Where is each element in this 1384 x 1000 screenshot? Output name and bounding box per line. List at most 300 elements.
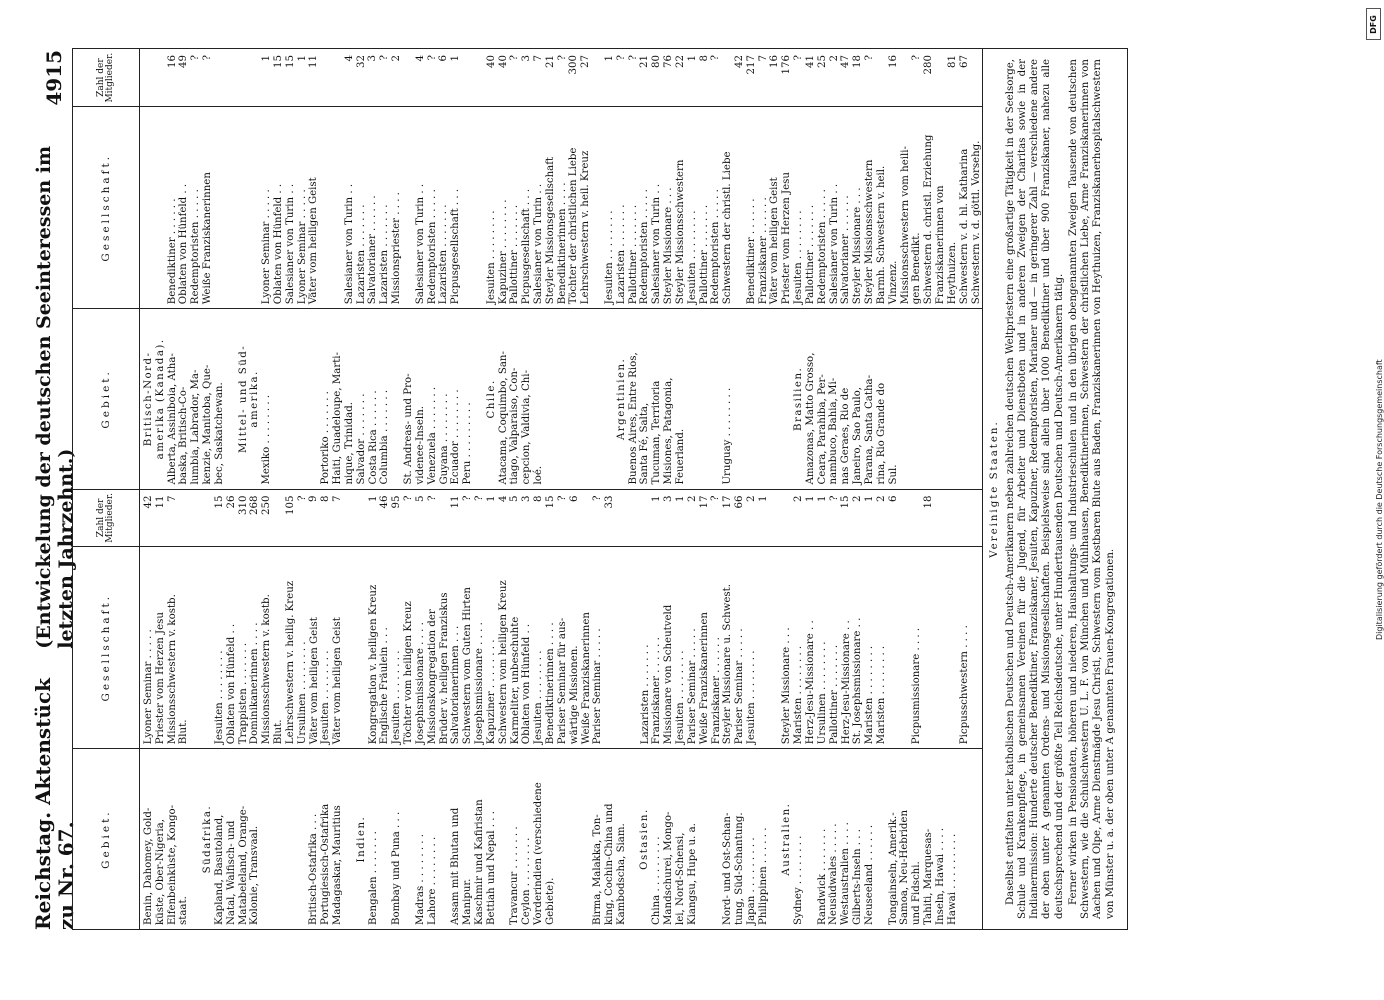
table-line: Feuerland. <box>674 428 686 485</box>
table-line: Nord- und Ost-Schan- <box>722 812 734 925</box>
table-line: Buenos Aires, Entre Rios, <box>627 352 639 485</box>
table-line: Chile. <box>485 379 497 419</box>
table-line <box>734 111 746 304</box>
table-line: Lazaristen . . . . . . . <box>639 644 651 745</box>
table-line <box>580 753 592 925</box>
table-line: 7 <box>332 495 344 503</box>
table-line <box>628 496 640 543</box>
table-line: Redemptoristen . . . . . <box>639 189 651 305</box>
table-line: Missionsschwestern v. kostb. <box>166 594 178 745</box>
table-line: rina, Rio Grande do <box>875 382 887 485</box>
page-number: 4915 <box>42 50 67 106</box>
table-line: amerika. <box>249 370 261 428</box>
table-line: ? <box>509 55 521 61</box>
table-line: Matabeleland, Orange- <box>237 805 249 925</box>
table-line <box>911 496 923 543</box>
table-line <box>769 753 781 925</box>
table-line: 9 <box>308 495 320 503</box>
table-line: 7 <box>166 495 178 503</box>
table-line: 2 <box>745 495 757 503</box>
table-line: Kambodscha, Siam. <box>615 823 627 925</box>
table-line: 1 <box>450 55 462 62</box>
table-line: 46 <box>379 495 391 509</box>
table-line <box>462 55 474 102</box>
table-line: Kapuziner . . . . . . . . <box>497 199 509 305</box>
table-line <box>746 313 758 484</box>
table-line: Franziskaner . . . . . . <box>757 197 769 305</box>
table-line: Salesianer von Turin . . <box>651 183 663 305</box>
table-line: 1 <box>485 495 497 503</box>
table-line: Töchter vom heiligen Kreuz <box>403 601 415 745</box>
table-line: 268 <box>249 495 261 515</box>
table-line: Lazaristen . . . . . . . <box>615 204 627 305</box>
table-line: 15 <box>840 495 852 509</box>
table-line <box>391 313 403 484</box>
table-line: ? <box>202 55 214 61</box>
table-line: ? <box>710 495 722 501</box>
table-line <box>734 313 746 484</box>
table-line: Missionsschwestern v. kostb. <box>261 594 273 745</box>
table-line: Mandschurei, Mongo- <box>663 811 674 925</box>
table-line <box>273 313 285 484</box>
table-line: 16 <box>166 55 178 68</box>
table-line: Neuseeland . . . . . . <box>863 824 875 925</box>
table-line <box>959 496 971 543</box>
table-line: 22 <box>674 55 686 68</box>
dfg-logo-text: DFG <box>1369 14 1379 34</box>
table-line: 4 <box>343 55 355 62</box>
table-line: 81 <box>946 55 958 68</box>
table-line <box>935 551 947 744</box>
table-line: Elfenbeinküste, Kongo- <box>166 804 178 925</box>
table-line: 11 <box>450 495 462 509</box>
table-line: 27 <box>580 55 592 68</box>
table-line <box>628 753 640 925</box>
table-line <box>710 753 722 925</box>
table-line: Jesuiten . . . . . . . . <box>391 650 403 745</box>
table-line: Jesuiten . . . . . . . . <box>746 650 758 745</box>
table-line: Picpusgesellschaft . . . <box>450 188 462 305</box>
table-line <box>379 753 391 925</box>
table-line: Heythuizen. <box>946 241 958 305</box>
table-line <box>805 753 817 925</box>
table-line: ? <box>828 495 840 501</box>
table-line <box>155 55 167 102</box>
table-line: 105 <box>284 495 296 515</box>
table-line: 40 <box>485 55 497 68</box>
table-line: Kaschmir und Kafiristan <box>473 799 485 925</box>
table-line <box>770 551 782 744</box>
table-line <box>592 313 604 484</box>
table-line: nas Geraes, Rio de <box>840 387 852 485</box>
table-line <box>722 55 734 102</box>
table-line: Randwick . . . . . . . <box>816 828 828 925</box>
table-line <box>781 313 793 484</box>
table-line: 1 <box>651 495 663 503</box>
table-line: Kiangsu, Hupe u. a. <box>686 823 698 925</box>
table-line <box>332 55 344 102</box>
table-line <box>155 111 167 304</box>
table-line: 2 <box>828 55 840 62</box>
table-line: ? <box>403 495 415 501</box>
table-line <box>604 551 616 744</box>
table-line: Pariser Seminar . . . . . <box>592 628 604 745</box>
table-line: Inseln, Hawai . . . . <box>934 827 946 925</box>
table-line: lei, Nord-Schensi, <box>674 832 686 925</box>
table-line: Maristen . . . . . . . . <box>793 645 805 745</box>
table-line: Maristen . . . . . . . . <box>864 645 876 745</box>
table-line: Travancur . . . . . . . <box>509 826 521 925</box>
table-line: 42 <box>734 55 745 68</box>
table-line: ? <box>556 495 568 501</box>
notes-title: Vereinigte Staaten. <box>989 420 1001 558</box>
table-line: Dominikanerinnen . . . . <box>249 622 261 745</box>
table-line <box>687 313 699 484</box>
table-line <box>297 753 309 925</box>
table-line: Schwestern v. d. göttl. Vorsehg. <box>970 140 982 305</box>
table-line: Weiße Franziskanerinnen <box>202 172 214 305</box>
table-line: ? <box>592 495 604 501</box>
table-line: Ostasien. <box>639 808 651 870</box>
table-line: 5 <box>509 495 521 503</box>
table-line: tiago, Valparaiso, Con- <box>509 367 521 485</box>
table-line: Salvatorianerinnen . . . <box>450 625 462 745</box>
table-line: Lehrschwestern v. heilig. Kreuz <box>284 580 296 745</box>
table-line: 2 <box>793 495 805 503</box>
table-line <box>249 111 261 304</box>
table-line <box>698 753 710 925</box>
table-line: 2 <box>391 55 403 62</box>
table-line: Schwestern d. christl. Erziehung <box>923 134 935 305</box>
table-line: 1 <box>864 495 876 503</box>
table-line <box>592 55 604 102</box>
table-line <box>639 496 651 543</box>
table-line <box>178 496 190 543</box>
table-line: Gilberts-Inseln . . . <box>852 829 864 925</box>
table-line: Steyler Missionsschwestern <box>674 159 686 305</box>
table-frame <box>72 48 1128 930</box>
table-line: king, Cochin-China und <box>603 803 615 925</box>
table-line: Benediktinerinnen . . . . <box>545 622 557 745</box>
table-line: 2 <box>686 495 698 503</box>
table-line <box>344 753 356 925</box>
table-line <box>403 55 415 102</box>
table-line: Gebiete). <box>544 877 556 925</box>
table-line <box>947 496 959 543</box>
missions-table <box>73 49 982 929</box>
notes-section <box>982 49 1126 929</box>
table-line <box>356 496 368 543</box>
table-line: Lazaristen . . . . . . . <box>355 204 367 305</box>
table-line: Missionsschwestern vom heili- <box>899 146 911 305</box>
table-line: Janeiro, Sao Paulo, <box>852 386 864 485</box>
table-line <box>190 753 202 925</box>
table-line: 300 <box>568 55 580 75</box>
table-line: Benediktiner . . . . . . <box>166 198 178 305</box>
table-line: Franziskanerinnen von <box>935 185 947 305</box>
table-line: Haiti, Guadeloupe, Marti- <box>332 352 344 485</box>
table-line: Kongregation v. heiligen Kreuz <box>367 584 379 745</box>
table-line <box>320 55 332 102</box>
table-line <box>604 313 616 484</box>
notes-paragraph-2: Ferner wirken in Pensionaten, höheren und niederen, Haushaltungs- und Industrieschulen und in den übrigen obengenannten Zweigen Tausende von deutschen Schwestern, wie die Schulschwestern U. L. F. von München und Mühlhausen, Benediktinerinnen, Schwestern der christlichen Liebe, Arme Franziskanerinnen von Aachen und Olpe, Arme Dienstmägde Jesu Christi, Schwestern vom Kostbaren Blute aus Baden, Franziskanerinnen von Heythuizen, Franziskanerhospitalschwestern von Münster u. a. der oben unter A genannten Frauen-Kongregationen. <box>1067 59 1116 919</box>
table-line: 7 <box>532 55 544 62</box>
table-line: Väter vom heiligen Geist <box>308 177 320 305</box>
table-line: 1 <box>816 495 828 503</box>
table-line: Benediktiner . . . . . . <box>745 198 757 305</box>
table-line <box>356 551 368 744</box>
table-line: Josephsmissionare . . . . <box>474 622 486 745</box>
table-line: Tahiti, Marquesas- <box>923 828 935 925</box>
table-line: 310 <box>237 495 249 515</box>
table-line <box>308 313 320 484</box>
table-line: 18 <box>852 55 864 68</box>
table-line <box>616 496 628 543</box>
table-line: Lyoner Seminar . . . . . <box>296 189 308 305</box>
table-line: Pallottiner . . . . . . . <box>509 204 521 305</box>
table-line: amerika (Kanada). <box>154 338 166 460</box>
table-line: 2 <box>875 495 887 503</box>
table-line <box>758 313 770 484</box>
col-zahl-right: Zahl der Mitglieder. <box>73 49 140 107</box>
table-line: Tongainseln, Amerik.- <box>887 812 899 925</box>
table-line: Steyler Missionsschwestern <box>864 159 876 305</box>
table-line: ? <box>615 55 627 61</box>
table-line: Bengalen . . . . . . . <box>367 831 379 925</box>
table-line <box>285 753 297 925</box>
table-line: Jesuiten . . . . . . . . <box>793 210 805 305</box>
digitization-note: Digitalisierung gefördert durch die Deutsche Forschungsgemeinschaft <box>1375 359 1384 640</box>
table-line: Herz-Jesu-Missionare . . <box>840 620 852 745</box>
table-line <box>320 111 332 304</box>
table-line: ? <box>556 55 568 61</box>
table-line <box>462 111 474 304</box>
table-line <box>143 111 155 304</box>
table-line: und Fidschi. <box>911 861 923 925</box>
table-line: Benediktinerinnen . . . . <box>556 182 568 305</box>
header-left: Reichstag. Aktenstück zu Nr. 67. <box>30 678 78 930</box>
table-line: 250 <box>261 495 273 515</box>
table-line: 95 <box>391 495 403 509</box>
table-line: Salvatorianer . . . . . . <box>367 195 379 305</box>
table-line: ? <box>710 55 722 61</box>
table-line: Lyoner Seminar . . . . . <box>143 629 154 745</box>
table-line: Santa Fé, Salta, <box>639 402 651 485</box>
table-line: 217 <box>745 55 757 75</box>
table-line <box>202 551 214 744</box>
table-line: Portugiesisch-Ostafrika <box>320 803 332 925</box>
table-line <box>273 753 285 925</box>
table-line: Töchter der christlichen Liebe <box>568 147 580 305</box>
table-line: China . . . . . . . . . <box>651 836 663 925</box>
table-line: 41 <box>804 55 816 68</box>
table-line: 15 <box>272 55 284 68</box>
table-line: Philippinen . . . . . . <box>757 827 769 925</box>
table-line: Steyler Missionare . . . <box>663 187 675 305</box>
table-line <box>947 551 959 744</box>
col-gebiet-left: Gebiet. <box>73 749 140 929</box>
table-line <box>273 496 285 543</box>
table-line: 8 <box>320 495 332 503</box>
table-line: Oblaten von Hünfeld . . <box>178 183 190 305</box>
table-line: Birma, Malakka, Ton- <box>592 814 604 925</box>
table-line: 16 <box>769 55 781 68</box>
table-line: Sul. <box>887 464 899 485</box>
table-line: Pallottiner . . . . . . . <box>627 204 639 305</box>
table-line: Salvador . . . . . . . <box>355 393 367 485</box>
table-line: Hawai . . . . . . . . . <box>946 833 958 925</box>
table-line: 1 <box>757 495 769 503</box>
table-line: Salesianer von Turin . . <box>343 183 355 305</box>
table-line: 25 <box>816 55 828 68</box>
table-line: 1 <box>674 495 686 503</box>
table-line: Ceara, Parahiba, Per- <box>816 374 828 485</box>
table-line: 21 <box>639 55 651 68</box>
table-line <box>474 111 486 304</box>
col-gebiet-right: Gebiet. <box>73 309 140 489</box>
table-line: 33 <box>604 495 616 509</box>
table-line <box>226 55 238 102</box>
table-line: 67 <box>958 55 970 68</box>
table-line: videnee-Inseln. <box>414 406 426 485</box>
table-line: Jesuiten . . . . . . . . <box>320 650 332 745</box>
table-line: 1 <box>804 495 816 503</box>
table-line <box>781 496 793 543</box>
table-line: ? <box>473 495 485 501</box>
table-line: 66 <box>734 495 746 509</box>
table-line <box>190 496 202 543</box>
table-line: Brasilien. <box>792 366 804 432</box>
table-line <box>202 496 214 543</box>
table-line: 2 <box>852 495 864 503</box>
table-line: Manipur. <box>462 878 474 925</box>
table-line: Missionare von Scheutveld <box>663 604 675 745</box>
table-line: Karmeliter, unbeschuhte <box>509 616 521 745</box>
table-line: Tucuman, Territoria <box>651 380 663 485</box>
table-line <box>900 55 912 102</box>
table-line: St. Josephsmissionare . . <box>852 617 864 745</box>
table-line: Madras . . . . . . . . <box>414 833 426 925</box>
table-line: wärtige Missionen. <box>568 645 580 745</box>
table-line <box>214 55 226 102</box>
table-line: 40 <box>497 55 509 68</box>
table-line: tung, Süd-Schantung. <box>733 812 745 925</box>
table-line: Pariser Seminar . . . . . <box>734 628 746 745</box>
table-line <box>214 111 226 304</box>
table-line: St. Andreas- und Pro- <box>403 373 415 485</box>
table-line: Jesuiten . . . . . . . . <box>485 210 497 305</box>
table-line <box>226 111 238 304</box>
table-line <box>474 313 486 484</box>
table-line: 1 <box>603 55 615 62</box>
table-line: kenzie, Manitoba, Que- <box>202 364 214 485</box>
table-line: Vinzenz. <box>887 260 899 305</box>
table-line: 11 <box>308 55 320 68</box>
table-line: Uruguay . . . . . . . . <box>722 387 734 485</box>
table-line <box>498 753 510 925</box>
table-line <box>923 551 935 744</box>
table-line: 17 <box>722 495 734 509</box>
table-line: 1 <box>296 55 308 62</box>
table-line: Jesuiten . . . . . . . . <box>686 210 698 305</box>
table-line <box>710 313 722 484</box>
table-line: 5 <box>414 495 426 503</box>
table-line: Trappisten . . . . . . . <box>237 642 249 745</box>
table-line: 32 <box>355 55 367 68</box>
table-line: Picpusmissionare . . . . <box>911 627 923 745</box>
table-line: Madagaskar, Mauritius <box>332 805 344 925</box>
table-line: Väter vom heiligen Geist <box>308 617 320 745</box>
table-line <box>900 551 912 744</box>
table-line: Englische Fräulein . . . <box>379 627 391 745</box>
col-gesellschaft-right: Gesellschaft. <box>73 107 140 309</box>
table-line: 15 <box>544 495 556 509</box>
table-line: Vorderindien (verschiedene <box>533 782 545 925</box>
table-line <box>403 753 415 925</box>
col-gesellschaft-left: Gesellschaft. <box>73 547 140 749</box>
left-gebiet-cell <box>140 749 983 929</box>
table-line: Bettiah und Nepal . . . <box>485 811 497 925</box>
table-line: Maristen . . . . . . . . <box>876 645 888 745</box>
left-zahl-cell <box>140 489 983 547</box>
table-line: Argentinien. <box>615 357 627 441</box>
table-line: 17 <box>698 495 710 509</box>
table-line: Jesuiten . . . . . . . . <box>675 650 687 745</box>
table-line: Australien. <box>781 802 793 876</box>
table-line: 280 <box>923 55 935 75</box>
table-line <box>438 753 450 925</box>
table-line: Weiße Franziskanerinnen <box>698 612 710 745</box>
table-line: Picpusschwestern . . . . <box>958 625 970 745</box>
table-line: 4 <box>414 55 426 62</box>
table-line: Costa Rica . . . . . . <box>367 390 379 485</box>
table-line: 76 <box>663 55 675 68</box>
table-line: Barmh. Schwestern v. heil. <box>875 165 887 305</box>
table-line: Väter vom heiligen Geist <box>769 177 781 305</box>
right-zahl-cell <box>140 49 983 107</box>
table-line: Schwestern vom Guten Hirten <box>462 587 474 745</box>
table-line: Franziskaner . . . . . . <box>710 637 722 745</box>
table-line <box>935 55 947 102</box>
table-line: Priester vom Herzen Jesu <box>781 172 793 305</box>
table-line: Indien. <box>355 815 367 863</box>
table-line: baska, Britisch-Co- <box>178 386 190 485</box>
table-line <box>261 753 273 925</box>
table-line: Salesianer von Turin . . <box>532 183 544 305</box>
table-line: Alberta, Assiniboia, Atha- <box>166 353 178 485</box>
table-line: Steyler Missionare u. Schwest. <box>722 584 734 745</box>
table-line: Josephsmissionare . . . . <box>414 622 426 745</box>
table-line <box>770 496 782 543</box>
table-line: 1 <box>367 495 379 503</box>
table-line: Herz-Jesu-Missionare . . <box>805 620 817 745</box>
table-line: Pallottiner . . . . . . . <box>804 204 816 305</box>
table-line: 1 <box>686 55 698 62</box>
table-line: Mittel- und Süd- <box>237 344 249 453</box>
table-line <box>568 753 580 925</box>
table-line: Ceylon . . . . . . . . <box>521 837 533 925</box>
table-line <box>616 551 628 744</box>
table-line: Blut. <box>273 719 285 745</box>
right-gesellschaft-cell <box>140 107 983 309</box>
table-line: 15 <box>284 55 296 68</box>
table-line: Oblaten von Hünfeld . . <box>272 183 284 305</box>
table-line: Venezuela . . . . . . . <box>426 386 438 485</box>
table-line: Bombay und Puna . . . <box>391 811 403 925</box>
table-line <box>226 313 238 484</box>
col-zahl-left: Zahl der Mitglieder. <box>73 489 140 547</box>
table-line <box>344 496 356 543</box>
